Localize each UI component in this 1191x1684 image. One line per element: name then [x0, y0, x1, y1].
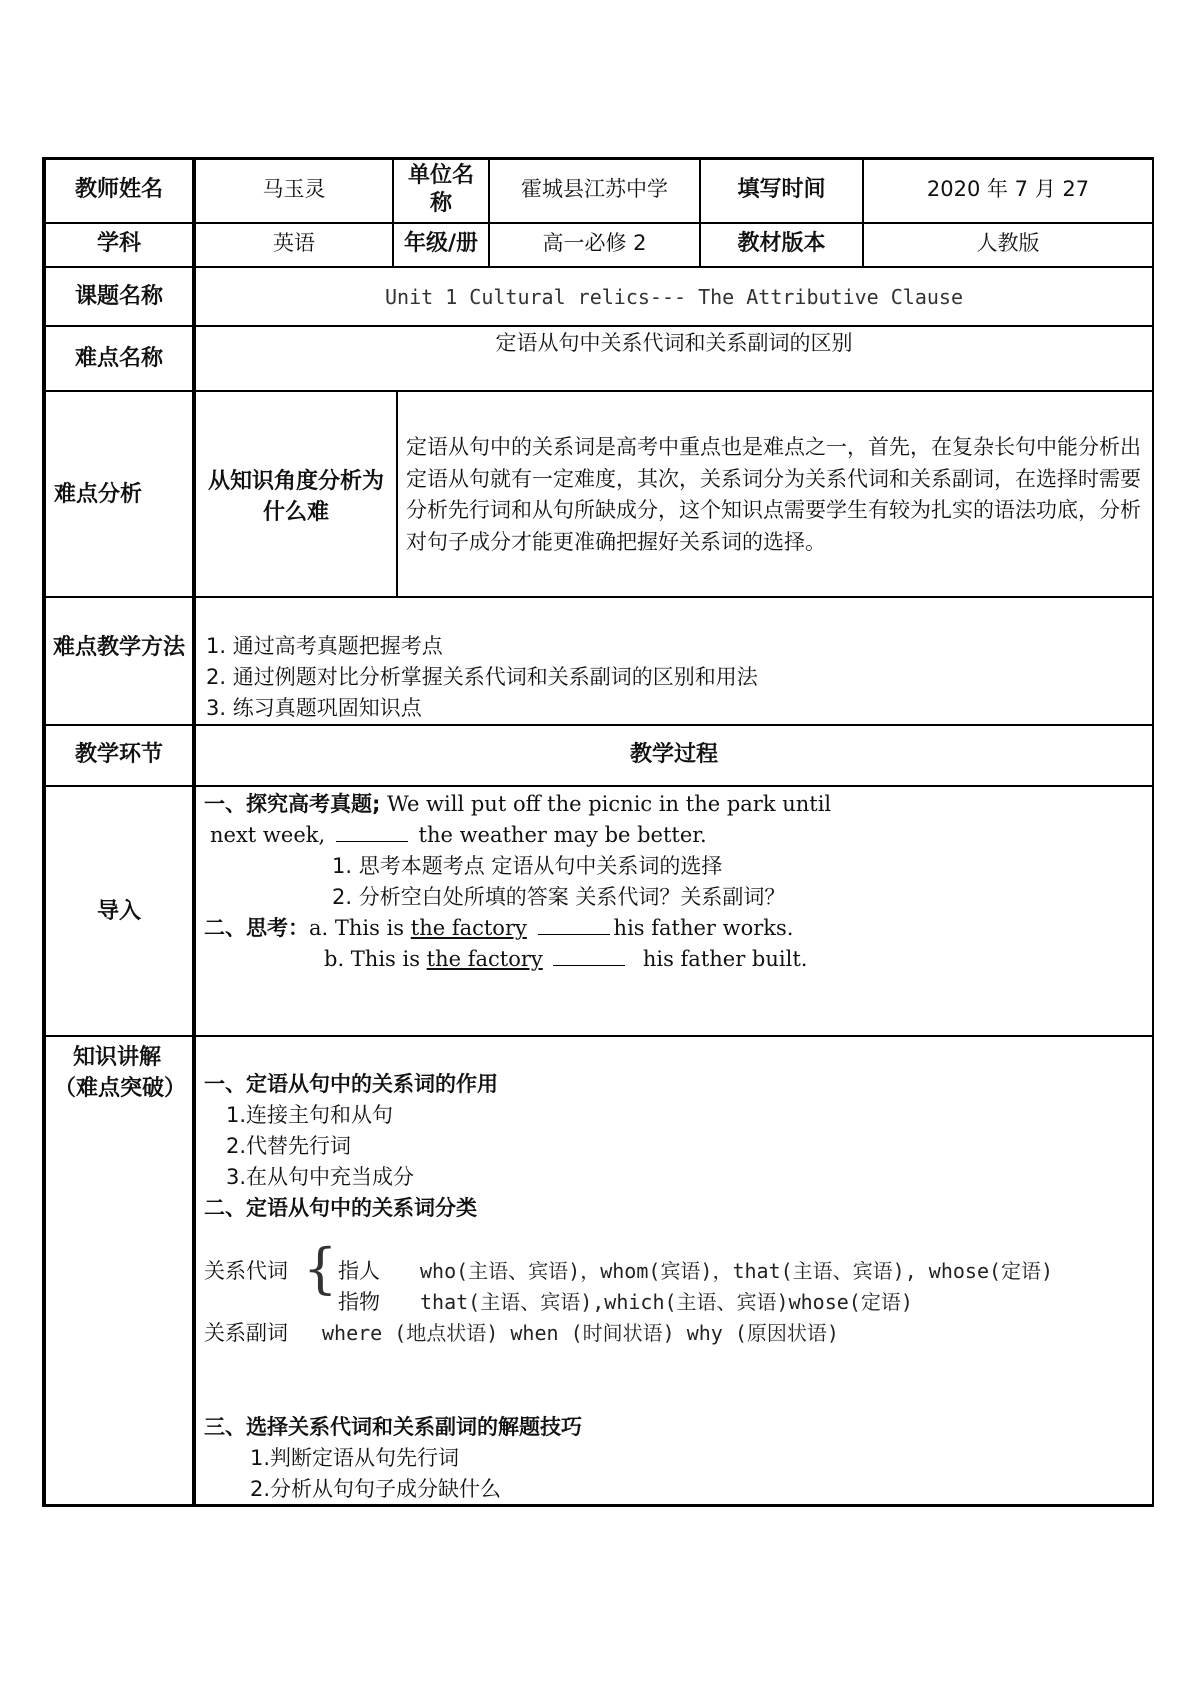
grade-value: 高一必修 2 — [542, 231, 647, 255]
answer-blank — [538, 916, 610, 935]
label-column-divider — [192, 157, 196, 1507]
edition-label: 教材版本 — [737, 231, 826, 256]
topic-label: 课题名称 — [74, 284, 163, 309]
relative-adverbs: where (地点状语) when (时间状语) why (原因状语) — [322, 1321, 839, 1345]
brace: { — [303, 1237, 338, 1300]
exam-question-line-1 — [204, 791, 831, 817]
answer-blank — [553, 947, 625, 966]
thing-label: 指物 — [338, 1290, 380, 1314]
example-text: b. This is — [324, 947, 427, 971]
section-heading: 一、定语从句中的关系词的作用 — [204, 1072, 498, 1096]
exam-question-text: the weather may be better. — [411, 823, 707, 847]
table-border-bottom — [42, 1504, 1154, 1507]
subject-value: 英语 — [273, 231, 315, 255]
antecedent: the factory — [410, 916, 527, 940]
teacher-name-label: 教师姓名 — [74, 177, 163, 202]
list-item: 1.判断定语从句先行词 — [250, 1446, 460, 1470]
exam-question-heading: 一、探究高考真题; — [204, 792, 381, 816]
person-pronouns: who(主语、宾语)，whom(宾语)，that(主语、宾语), whose(定语) — [420, 1259, 1054, 1283]
difficulty-label: 难点名称 — [74, 346, 163, 371]
topic-value: Unit 1 Cultural relics--- The Attributive Clause — [385, 285, 963, 309]
unit-name-value: 霍城县江苏中学 — [521, 177, 668, 201]
row-divider — [42, 325, 1154, 327]
subject-label: 学科 — [96, 231, 141, 256]
row-divider — [42, 222, 1154, 224]
row-divider — [42, 596, 1154, 598]
row-divider — [42, 390, 1154, 392]
person-label: 指人 — [338, 1259, 380, 1283]
table-border-top — [42, 157, 1154, 160]
row-divider — [42, 266, 1154, 268]
list-item: 1.连接主句和从句 — [226, 1103, 394, 1127]
example-text: his father works. — [613, 916, 794, 940]
divider — [396, 390, 398, 596]
grade-label: 年级/册 — [403, 231, 479, 256]
date-value: 2020 年 7 月 27 — [926, 177, 1090, 201]
list-item: 3.在从句中充当成分 — [226, 1165, 415, 1189]
exam-question-text: next week, — [210, 823, 332, 847]
intro-label: 导入 — [96, 899, 141, 924]
example-b — [324, 946, 807, 972]
process-label: 教学过程 — [629, 742, 718, 767]
method-item: 1. 通过高考真题把握考点 — [206, 634, 443, 658]
analysis-label: 难点分析 — [54, 482, 143, 507]
teacher-name-value: 马玉灵 — [262, 177, 326, 201]
list-item: 2.分析从句句子成分缺什么 — [250, 1477, 502, 1501]
think-item: 1. 思考本题考点 定语从句中关系词的选择 — [332, 854, 723, 878]
analysis-text: 定语从句中的关系词是高考中重点也是难点之一，首先，在复杂长句中能分析出定语从句就有一定难度，其次，关系词分为关系代词和关系副词，在选择时需要分析先行词和从句所缺成分，这个知识点需要学生有较为扎实的语法功底，分析对句子成分才能更准确把握好关系词的选择。 — [406, 435, 1141, 554]
process-step-label: 教学环节 — [74, 742, 163, 767]
edition-value: 人教版 — [976, 231, 1040, 255]
think-heading: 二、思考： — [204, 916, 309, 940]
row-divider — [42, 724, 1154, 726]
table-border-right — [1152, 157, 1154, 1507]
difficulty-value: 定语从句中关系代词和关系副词的区别 — [495, 331, 853, 355]
date-label: 填写时间 — [737, 177, 826, 202]
knowledge-label: 知识讲解（难点突破） — [54, 1045, 187, 1101]
thing-pronouns: that(主语、宾语),which(主语、宾语)whose(定语) — [420, 1290, 913, 1314]
answer-blank — [336, 823, 408, 842]
think-item: 2. 分析空白处所填的答案 关系代词？关系副词？ — [332, 885, 786, 909]
example-text: his father built. — [642, 947, 808, 971]
analysis-sub-label: 从知识角度分析为什么难 — [207, 469, 384, 525]
section-heading: 二、定语从句中的关系词分类 — [204, 1196, 477, 1220]
method-item: 3. 练习真题巩固知识点 — [206, 696, 422, 720]
list-item: 2.代替先行词 — [226, 1134, 352, 1158]
relative-adverb-label: 关系副词 — [204, 1321, 288, 1345]
method-label: 难点教学方法 — [52, 635, 185, 660]
section-heading: 三、选择关系代词和关系副词的解题技巧 — [204, 1415, 582, 1439]
row-divider — [42, 785, 1154, 787]
unit-name-label: 单位名称 — [407, 163, 474, 216]
method-item: 2. 通过例题对比分析掌握关系代词和关系副词的区别和用法 — [206, 665, 758, 689]
row-divider — [42, 1035, 1154, 1037]
relative-pronoun-label: 关系代词 — [204, 1259, 288, 1283]
exam-question-text: We will put off the picnic in the park until — [380, 792, 832, 816]
exam-question-line-2 — [210, 822, 707, 848]
example-a — [204, 915, 793, 941]
antecedent: the factory — [426, 947, 543, 971]
example-text: a. This is — [309, 916, 411, 940]
